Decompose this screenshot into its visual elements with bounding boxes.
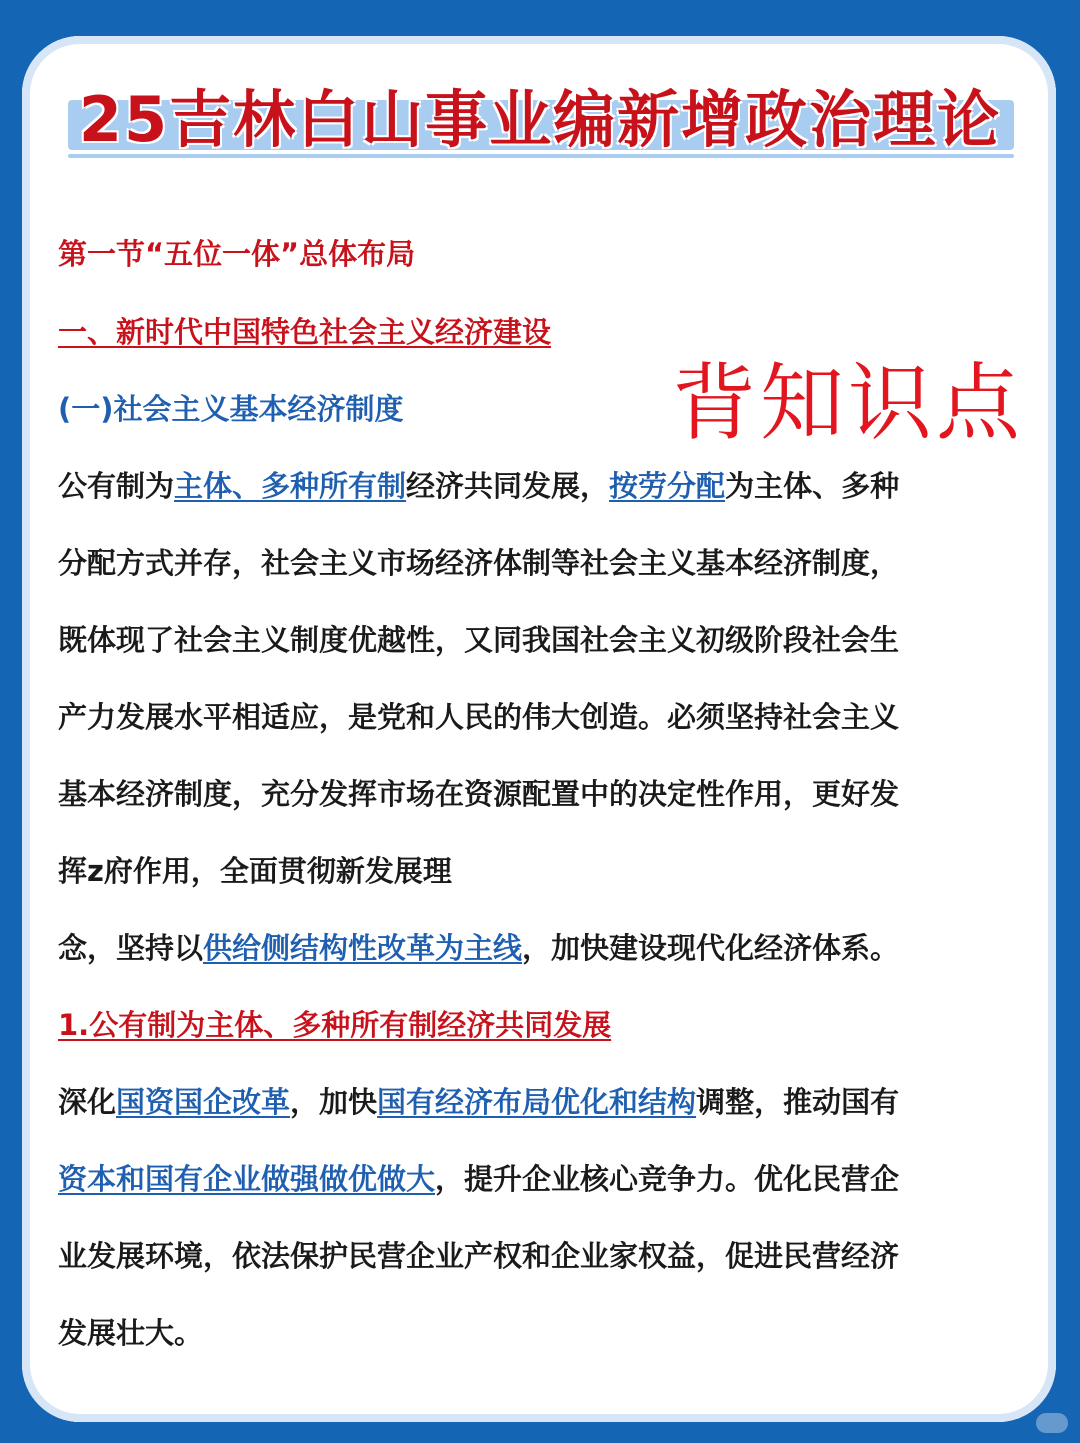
text-span: 深化 xyxy=(58,1085,117,1119)
keyword-highlight: 主体、多种所有制 xyxy=(174,469,407,503)
text-span: 念，坚持以 xyxy=(58,931,204,965)
para1-line-1 xyxy=(58,464,899,505)
watermark-badge xyxy=(1036,1413,1068,1433)
para2-line-1 xyxy=(58,1080,899,1121)
text-span: ，加快 xyxy=(290,1085,378,1119)
section-title: 第一节“五位一体”总体布局 xyxy=(58,237,416,271)
para2-line-2 xyxy=(58,1157,899,1198)
para1-line-3: 既体现了社会主义制度优越性，又同我国社会主义初级阶段社会生 xyxy=(58,623,900,657)
para1-line-2: 分配方式并存，社会主义市场经济体制等社会主义基本经济制度， xyxy=(58,546,900,580)
para1-line-7 xyxy=(58,926,899,967)
keyword-highlight: 资本和国有企业做强做优做大 xyxy=(58,1162,436,1196)
keyword-highlight: 国资国企改革 xyxy=(116,1085,291,1119)
text-span: 经济共同发展， xyxy=(406,469,610,503)
para1-line-6: 挥z府作用，全面贯彻新发展理 xyxy=(58,854,452,888)
text-span: 公有制为 xyxy=(58,469,175,503)
text-span: ，提升企业核心竞争力。优化民营企 xyxy=(435,1162,900,1196)
text-span: 为主体、多种 xyxy=(725,469,900,503)
para1-line-4: 产力发展水平相适应，是党和人民的伟大创造。必须坚持社会主义 xyxy=(58,700,900,734)
text-span: 调整，推动国有 xyxy=(696,1085,900,1119)
para2-line-4: 发展壮大。 xyxy=(58,1316,204,1350)
keyword-highlight: 供给侧结构性改革为主线 xyxy=(203,931,523,965)
keyword-highlight: 国有经济布局优化和结构 xyxy=(377,1085,697,1119)
heading-public-ownership: 1.公有制为主体、多种所有制经济共同发展 xyxy=(58,1008,612,1042)
para1-line-5: 基本经济制度，充分发挥市场在资源配置中的决定性作用，更好发 xyxy=(58,777,900,811)
heading-economic-construction: 一、新时代中国特色社会主义经济建设 xyxy=(58,315,552,349)
page-title: 25吉林白山事业编新增政治理论 xyxy=(78,83,1002,156)
text-span: ，加快建设现代化经济体系。 xyxy=(522,931,900,965)
keyword-highlight: 按劳分配 xyxy=(609,469,726,503)
heading-basic-economic-system: (一)社会主义基本经济制度 xyxy=(58,392,404,426)
memorize-stamp: 背知识点 xyxy=(672,354,1025,452)
para2-line-3: 业发展环境，依法保护民营企业产权和企业家权益，促进民营经济 xyxy=(58,1239,900,1273)
